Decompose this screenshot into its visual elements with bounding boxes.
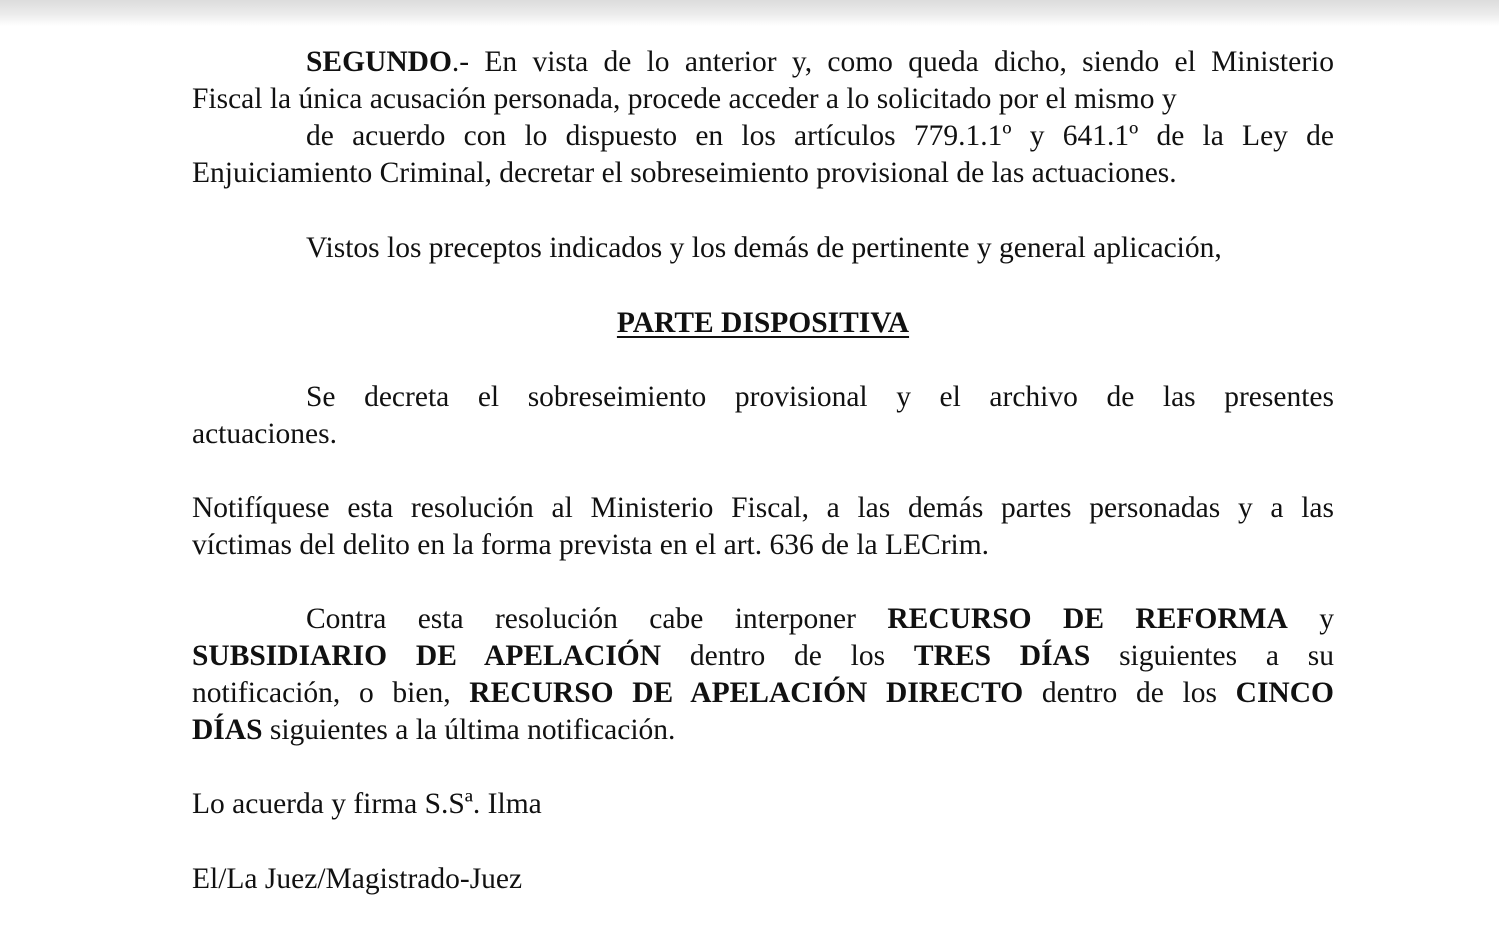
section-heading: [192, 305, 1334, 342]
segundo-line-1-text: .- En vista de lo anterior y, como queda dicho, siendo el Ministerio: [451, 46, 1334, 78]
notifiquese-line-1: Notifíquese esta resolución al Ministerio Fiscal, a las demás partes personadas y a las: [192, 492, 1334, 524]
segundo-label: SEGUNDO: [306, 46, 452, 78]
paragraph-vistos: Vistos los preceptos indicados y los demás de pertinente y general aplicación,: [306, 232, 1222, 264]
viewer-top-shadow: [0, 0, 1499, 26]
recurso-line-3: [192, 675, 1334, 712]
recurso-reforma: RECURSO DE REFORMA: [887, 603, 1288, 635]
segundo-line-4: Enjuiciamiento Criminal, decretar el sobreseimiento provisional de las actuaciones.: [192, 157, 1177, 189]
paragraph-decreta: [192, 379, 1334, 453]
recurso-text-3: dentro de los: [661, 640, 914, 672]
paragraph-segundo: [192, 44, 1334, 192]
signer-title: El/La Juez/Magistrado-Juez: [192, 863, 523, 895]
recurso-text-4: siguientes a su: [1090, 640, 1334, 672]
recurso-subsidiario: SUBSIDIARIO DE APELACIÓN: [192, 640, 662, 672]
recurso-line-4: [192, 712, 1334, 749]
segundo-line-2: Fiscal la única acusación personada, procede acceder a lo solicitado por el mismo y: [192, 83, 1177, 115]
decreta-line-2: actuaciones.: [192, 418, 337, 450]
recurso-text-6: dentro de los: [1023, 677, 1236, 709]
recurso-line-1: [192, 601, 1334, 638]
paragraph-recurso: [192, 601, 1334, 749]
recurso-tres-dias: TRES DÍAS: [913, 640, 1091, 672]
decreta-line-1: Se decreta el sobreseimiento provisional y el archivo de las presentes: [306, 381, 1334, 413]
recurso-text-1: Contra esta resolución cabe interponer: [306, 603, 888, 635]
notifiquese-line-2: víctimas del delito en la forma prevista en el art. 636 de la LECrim.: [192, 529, 990, 561]
recurso-line-2: [192, 638, 1334, 675]
segundo-line-1: [192, 44, 1334, 81]
recurso-text-2: y: [1287, 603, 1335, 635]
recurso-text-5: notificación, o bien,: [192, 677, 470, 709]
segundo-line-3: de acuerdo con lo dispuesto en los artículos 779.1.1º y 641.1º de la Ley de: [306, 120, 1334, 152]
recurso-cinco: CINCO: [1235, 677, 1334, 709]
signature-line: Lo acuerda y firma S.Sª. Ilma: [192, 788, 542, 820]
section-heading-text: PARTE DISPOSITIVA: [616, 307, 910, 339]
recurso-apelacion-directo: RECURSO DE APELACIÓN DIRECTO: [469, 677, 1024, 709]
recurso-dias: DÍAS: [192, 714, 263, 746]
paragraph-notifiquese: [192, 490, 1334, 564]
recurso-text-7: siguientes a la última notificación.: [262, 714, 676, 746]
